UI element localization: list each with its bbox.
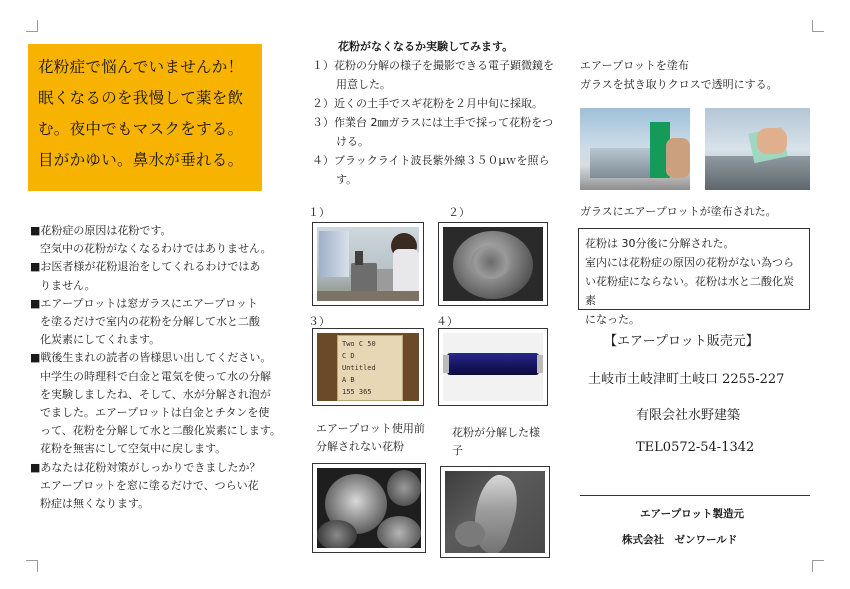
photo-wiping-cloth bbox=[705, 108, 810, 190]
photo-sample-slide bbox=[312, 328, 424, 406]
headline-callout bbox=[28, 44, 262, 191]
intro-line: を塗るだけで室内の花粉を分解して水と二酸 bbox=[40, 315, 260, 329]
intro-line: 粉症は無くなります。 bbox=[40, 497, 150, 511]
coating-line: ガラスを拭き取りクロスで透明にする。 bbox=[580, 78, 778, 91]
intro-line: ■花粉症の原因は花粉です。 bbox=[30, 224, 172, 237]
caption-after-line: 子 bbox=[452, 444, 463, 457]
intro-line: ■戦後生まれの読者の皆様思い出してください。 bbox=[30, 351, 272, 365]
intro-line: 空気中の花粉がなくなるわけではありません。 bbox=[40, 242, 272, 256]
step-line: ３）作業台 2㎜ガラスには土手で採って花粉をつ bbox=[312, 116, 554, 129]
caption-after-line: 花粉が分解した様 bbox=[452, 426, 540, 439]
photo-pollen-before bbox=[312, 463, 426, 553]
intro-line: ■お医者様が花粉退治をしてくれるわけではあ bbox=[30, 260, 261, 274]
photo-label: ４） bbox=[436, 315, 458, 328]
result-line: 室内には花粉症の原因の花粉がない為つら bbox=[585, 256, 794, 269]
intro-line: 化炭素にしてくれます。 bbox=[40, 333, 161, 347]
photo-black-light bbox=[438, 328, 548, 406]
seller-heading: 【エアープロット販売元】 bbox=[604, 334, 759, 349]
sample-label-text: Two C 50 bbox=[342, 340, 376, 348]
result-line: い花粉症にならない。花粉は水と二酸化炭素 bbox=[585, 275, 794, 307]
callout-line: 目がかゆい。鼻水が垂れる。 bbox=[38, 151, 244, 169]
sample-label-text: A B bbox=[342, 376, 355, 384]
photo-label: ３） bbox=[308, 315, 330, 328]
step-line: １）花粉の分解の様子を撮影できる電子顕微鏡を bbox=[312, 59, 554, 72]
sample-label-text: 155 365 bbox=[342, 388, 372, 396]
step-line: 用意した。 bbox=[336, 78, 391, 91]
photo-label: １） bbox=[308, 206, 330, 219]
intro-text-column bbox=[30, 222, 280, 513]
photo-label: ２） bbox=[448, 206, 470, 219]
seller-address: 土岐市土岐津町土岐口 2255-227 bbox=[588, 372, 785, 387]
crop-mark-top-left bbox=[26, 20, 38, 32]
intro-line: って、花粉を分解して水と二酸化炭素にします。 bbox=[40, 424, 281, 438]
step-line: ２）近くの土手でスギ花粉を２月中旬に採取。 bbox=[312, 97, 543, 110]
experiment-steps bbox=[312, 56, 562, 189]
coated-caption: ガラスにエアープロットが塗布された。 bbox=[580, 205, 777, 218]
callout-line: 眠くなるのを我慢して薬を飲 bbox=[38, 89, 244, 107]
crop-mark-bottom-left bbox=[26, 560, 38, 572]
intro-line: りません。 bbox=[40, 278, 96, 292]
caption-before-line: エアープロット使用前 bbox=[316, 422, 425, 435]
crop-mark-top-right bbox=[812, 20, 824, 32]
coating-instructions bbox=[580, 56, 778, 94]
intro-line: ■あなたは花粉対策がしっかりできましたか？ bbox=[30, 460, 261, 474]
sample-label-text: C D bbox=[342, 352, 355, 360]
intro-line: 中学生の時理科で白金と電気を使って水の分解 bbox=[40, 369, 271, 383]
photo-window-glass bbox=[580, 108, 690, 190]
intro-line: を実験しましたね、そして、水が分解され泡が bbox=[40, 387, 271, 401]
step-line: す。 bbox=[336, 173, 358, 186]
coating-line: エアープロットを塗布 bbox=[580, 59, 689, 72]
callout-line: む。夜中でもマスクをする。 bbox=[38, 120, 244, 138]
intro-line: ■エアープロットは窓ガラスにエアープロット bbox=[30, 296, 258, 310]
photo-pollen-sem bbox=[438, 222, 548, 306]
seller-company: 有限会社水野建築 bbox=[636, 408, 741, 423]
result-line: 花粉は 30分後に分解された。 bbox=[585, 237, 735, 250]
maker-heading: エアープロット製造元 bbox=[640, 508, 744, 520]
intro-line: 花粉を無害にして空気中に戻します。 bbox=[40, 442, 227, 456]
result-box bbox=[578, 228, 810, 326]
intro-line: エアープロットを窓に塗るだけで、つらい花 bbox=[40, 478, 259, 492]
step-line: ける。 bbox=[336, 135, 369, 148]
experiment-title: 花粉がなくなるか実験してみます。 bbox=[338, 40, 514, 53]
crop-mark-bottom-right bbox=[812, 560, 824, 572]
maker-company: 株式会社 ゼンワールド bbox=[622, 534, 738, 546]
sample-label-text: Untitled bbox=[342, 364, 376, 372]
photo-pollen-after bbox=[440, 466, 550, 558]
result-line: になった。 bbox=[585, 313, 640, 326]
intro-line: でました。エアープロットは白金とチタンを使 bbox=[40, 406, 270, 420]
caption-before-line: 分解されない花粉 bbox=[316, 440, 404, 453]
photo-microscope-lab bbox=[312, 222, 424, 306]
step-line: ４）ブラックライト波長紫外線３５０μｗを照ら bbox=[312, 154, 550, 167]
divider-line bbox=[580, 495, 810, 496]
seller-tel: TEL0572-54-1342 bbox=[636, 440, 755, 455]
callout-line: 花粉症で悩んでいませんか！ bbox=[38, 58, 244, 76]
